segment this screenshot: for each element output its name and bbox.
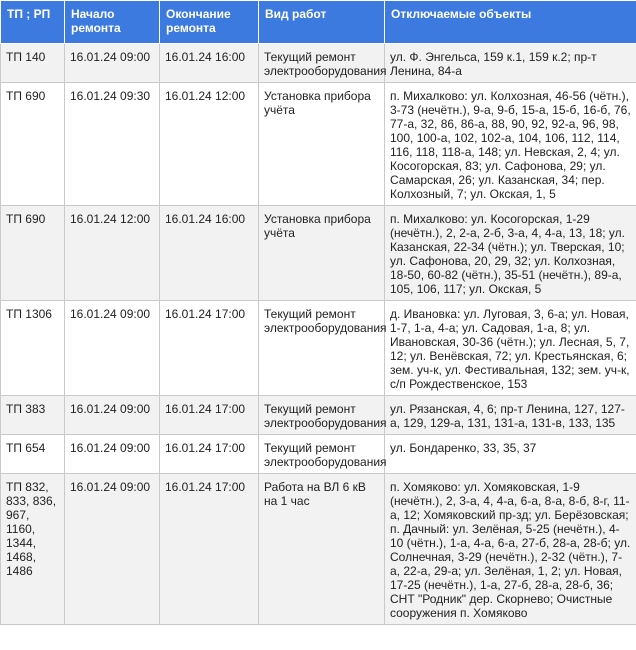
table-row bbox=[1, 83, 636, 206]
cell-start: 16.01.24 09:00 bbox=[65, 474, 160, 625]
cell-end: 16.01.24 17:00 bbox=[160, 474, 259, 625]
cell-tp: ТП 832, 833, 836, 967, 1160, 1344, 1468, 1486 bbox=[1, 474, 65, 625]
cell-work-type: Текущий ремонт электрооборудования bbox=[259, 301, 385, 396]
cell-tp: ТП 690 bbox=[1, 206, 65, 301]
table-row bbox=[1, 396, 636, 435]
cell-start: 16.01.24 12:00 bbox=[65, 206, 160, 301]
cell-end: 16.01.24 17:00 bbox=[160, 435, 259, 474]
cell-work-type: Установка прибора учёта bbox=[259, 83, 385, 206]
cell-start: 16.01.24 09:00 bbox=[65, 396, 160, 435]
cell-work-type: Текущий ремонт электрооборудования bbox=[259, 396, 385, 435]
cell-objects: ул. Рязанская, 4, 6; пр-т Ленина, 127, 127-а, 129, 129-а, 131, 131-а, 131-в, 133, 135 bbox=[385, 396, 636, 435]
cell-tp: ТП 1306 bbox=[1, 301, 65, 396]
table-row bbox=[1, 44, 636, 83]
table-row bbox=[1, 206, 636, 301]
cell-work-type: Работа на ВЛ 6 кВ на 1 час bbox=[259, 474, 385, 625]
header-objects: Отключаемые объекты bbox=[385, 1, 636, 44]
cell-start: 16.01.24 09:00 bbox=[65, 435, 160, 474]
cell-tp: ТП 654 bbox=[1, 435, 65, 474]
cell-tp: ТП 690 bbox=[1, 83, 65, 206]
cell-start: 16.01.24 09:30 bbox=[65, 83, 160, 206]
cell-work-type: Текущий ремонт электрооборудования bbox=[259, 44, 385, 83]
cell-objects: п. Михалково: ул. Колхозная, 46-56 (чётн.), 3-73 (нечётн.), 9-а, 9-б, 15-а, 15-б, 16-б, 76, 77-а, 32, 86, 86-а, 88, 90, 92, 92-а, 96, 98, 100, 100-а, 102, 102-а, 104, 106, 112, 114, 116, 118, 118-а, 148; ул. Невская, 2, 4; ул. Косогорская, 83; ул. Сафонова, 29; ул. Самарская, 26; ул. Казанская, 34; пер. Колхозный, 7; ул. Окская, 1, 5 bbox=[385, 83, 636, 206]
cell-tp: ТП 383 bbox=[1, 396, 65, 435]
cell-objects: п. Хомяково: ул. Хомяковская, 1-9 (нечётн.), 2, 3-а, 4, 4-а, 6-а, 8-а, 8-б, 8-г, 11-а, 12; Хомяковский пр-зд; ул. Берёзовская; п. Дачный: ул. Зелёная, 5-25 (нечётн.), 4-10 (чётн.), 1-а, 4-а, 6-а, 27-б, 28-а, 28-б; ул. Солнечная, 3-29 (нечётн.), 2-32 (чётн.), 7-а, 22-а, 29-а; ул. Зелёная, 1, 2; ул. Новая, 17-25 (нечётн.), 1-а, 27-б, 28-а, 28-б, 36; СНТ "Родник" дер. Скорнево; Очистные сооружения п. Хомяково bbox=[385, 474, 636, 625]
header-tp-rp: ТП ; РП bbox=[1, 1, 65, 44]
cell-objects: д. Ивановка: ул. Луговая, 3, 6-а; ул. Новая, 1-7, 1-а, 4-а; ул. Садовая, 1-а, 8; ул. Ивановская, 30-36 (чётн.); ул. Лесная, 5, 7, 12; ул. Венёвская, 72; ул. Крестьянская, 6; зем. уч-к, ул. Фестивальная, 132; зем. уч-к, с/п Рождественское, 153 bbox=[385, 301, 636, 396]
table-header-row bbox=[1, 1, 636, 44]
cell-end: 16.01.24 17:00 bbox=[160, 396, 259, 435]
table-row bbox=[1, 435, 636, 474]
cell-start: 16.01.24 09:00 bbox=[65, 44, 160, 83]
cell-objects: п. Михалково: ул. Косогорская, 1-29 (нечётн.), 2, 2-а, 2-б, 3-а, 4, 4-а, 13, 18; ул. Казанская, 22-34 (чётн.); ул. Тверская, 10; ул. Сафонова, 20, 29, 32; ул. Колхозная, 18-50, 60-82 (чётн.), 35-51 (нечётн.), 89-а, 105, 106, 117; ул. Окская, 5 bbox=[385, 206, 636, 301]
cell-tp: ТП 140 bbox=[1, 44, 65, 83]
cell-end: 16.01.24 12:00 bbox=[160, 83, 259, 206]
cell-work-type: Текущий ремонт электрооборудования bbox=[259, 435, 385, 474]
cell-end: 16.01.24 16:00 bbox=[160, 44, 259, 83]
header-work-type: Вид работ bbox=[259, 1, 385, 44]
table-row bbox=[1, 301, 636, 396]
cell-objects: ул. Ф. Энгельса, 159 к.1, 159 к.2; пр-т Ленина, 84-а bbox=[385, 44, 636, 83]
header-start: Начало ремонта bbox=[65, 1, 160, 44]
table-row bbox=[1, 474, 636, 625]
cell-work-type: Установка прибора учёта bbox=[259, 206, 385, 301]
cell-start: 16.01.24 09:00 bbox=[65, 301, 160, 396]
cell-end: 16.01.24 16:00 bbox=[160, 206, 259, 301]
header-end: Окончание ремонта bbox=[160, 1, 259, 44]
cell-objects: ул. Бондаренко, 33, 35, 37 bbox=[385, 435, 636, 474]
cell-end: 16.01.24 17:00 bbox=[160, 301, 259, 396]
